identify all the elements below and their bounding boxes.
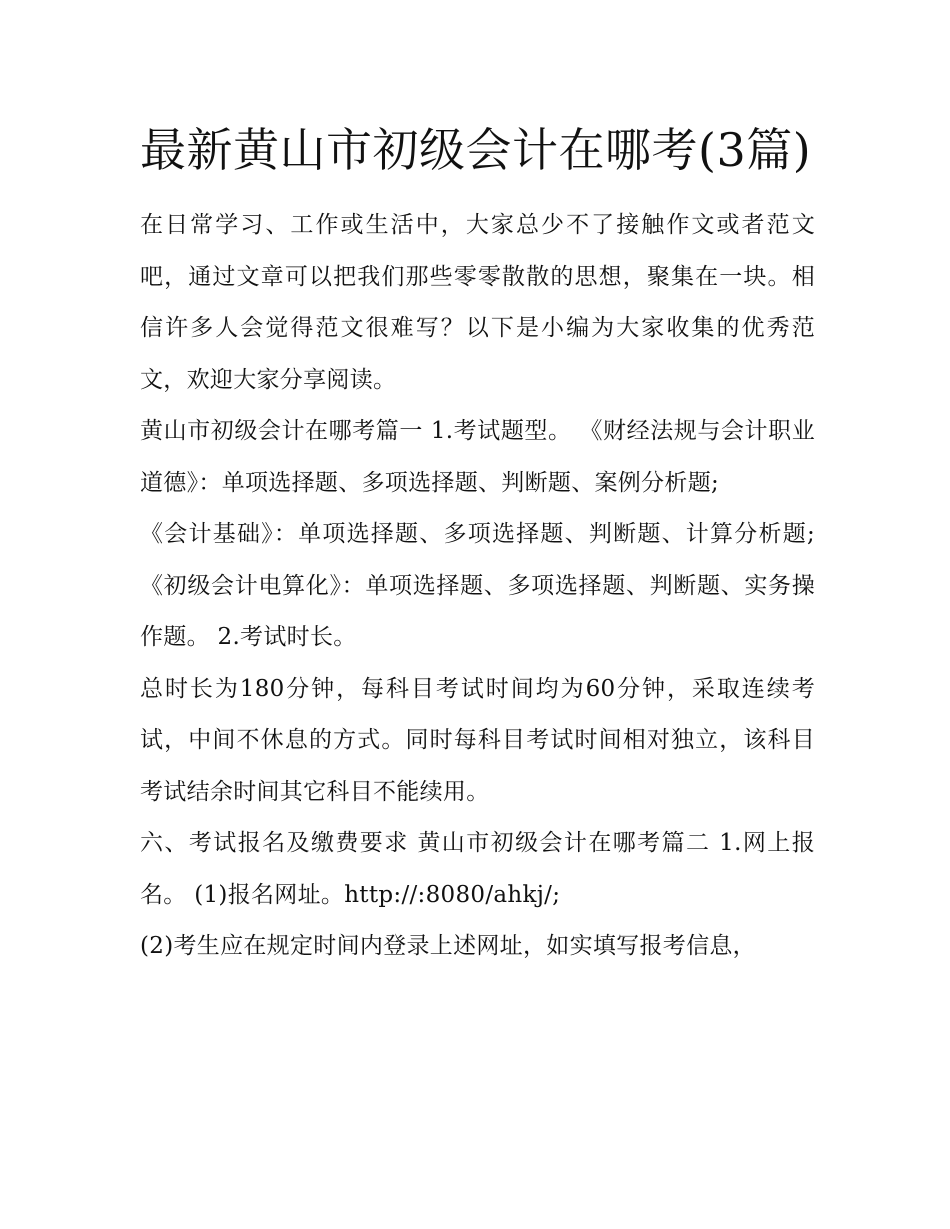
intro-paragraph: 在日常学习、工作或生活中，大家总少不了接触作文或者范文吧，通过文章可以把我们那些零零散散的思想，聚集在一块。相信许多人会觉得范文很难写？以下是小编为大家收集的优秀范文，欢迎大家分享阅读。: [140, 212, 815, 393]
instructions-paragraph: (2)考生应在规定时间内登录上述网址，如实填写报考信息，: [140, 933, 756, 959]
subjects-paragraph: 《会计基础》：单项选择题、多项选择题、判断题、计算分析题;《初级会计电算化》：单项选择题、多项选择题、判断题、实务操作题。 2.考试时长。: [140, 521, 815, 650]
registration-paragraph: 六、考试报名及缴费要求 黄山市初级会计在哪考篇二 1.网上报名。 (1)报名网址。http://:8080/ahkj/;: [140, 830, 815, 908]
duration-paragraph: 总时长为180分钟，每科目考试时间均为60分钟，采取连续考试，中间不休息的方式。同时每科目考试时间相对独立，该科目考试结余时间其它科目不能续用。: [140, 675, 815, 805]
document-title: 最新黄山市初级会计在哪考(3篇): [140, 123, 812, 177]
exam-type-paragraph: 黄山市初级会计在哪考篇一 1.考试题型。 《财经法规与会计职业道德》：单项选择题、多项选择题、判断题、案例分析题;: [140, 418, 815, 496]
document-page: [140, 112, 815, 973]
